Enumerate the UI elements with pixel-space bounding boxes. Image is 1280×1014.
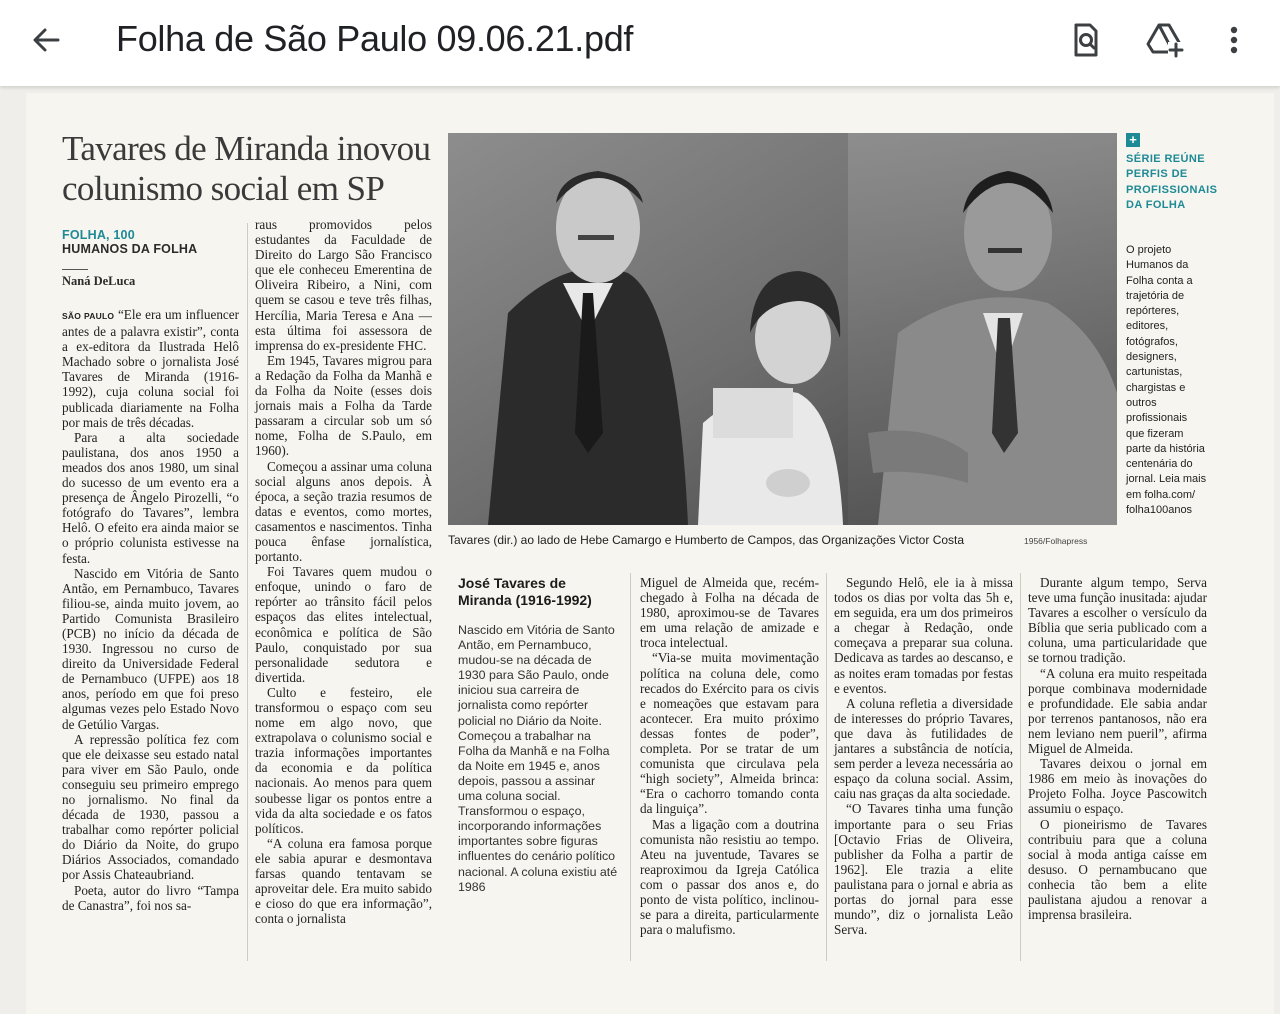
article-column-6 — [1028, 575, 1207, 922]
back-button[interactable] — [26, 20, 66, 60]
paragraph: “A coluna era famosa porque ele sabia apurar e desmontava farsas quando tentavam se aproveitar dele. Era muito sabido e cioso do que era informação”, conta o jornalista — [255, 835, 432, 927]
column-rule — [1020, 573, 1021, 961]
paragraph: Mas a ligação com a doutrina comunista não resistiu ao tempo. Ateu na juventude, Tavares se reaproximou da Igreja Católica com o passar dos anos e, do ponto de vista político, inclinou-se para a direita, particularmente para o malufismo. — [640, 816, 819, 938]
photo-credit: 1956/Folhapress — [1024, 536, 1088, 546]
photo-image — [448, 133, 1117, 525]
paragraph: “Via-se muita movimentação política na coluna dele, como recados do Exército para os civis e nomeações que estavam para acontecer. Era muito próximo dessas fontes de poder”, completa. Por se tratar de um comunista que circulava pela “high society”, Almeida brinca: “Era o cachorro tomando conta da linguiça”. — [640, 650, 819, 817]
dateline: SÃO PAULO — [62, 311, 115, 321]
find-in-document-button[interactable] — [1064, 18, 1108, 62]
paragraph: Segundo Helô, ele ia à missa todos os dias por volta das 5h e, em seguida, era um dos primeiros a chegar à Redação, onde começava a preparar sua coluna. Dedicava as tardes ao descanso, e as noites eram tomadas por festas e eventos. — [834, 575, 1013, 696]
add-to-drive-button[interactable] — [1142, 18, 1186, 62]
series-name: HUMANOS DA FOLHA — [62, 242, 198, 256]
paragraph: Culto e festeiro, ele transformou o espaço com seu nome em algo novo, que extrapolava o colunismo social e trazia informações importantes da economia e da política nacionais. Ao menos para quem soubesse ligar os pontos entre a vida da alta sociedade e os fatos políticos. — [255, 684, 432, 836]
paragraph: “O Tavares tinha uma função importante para o seu Frias [Octavio Frias de Oliveira, publisher da Folha a partir de 1962]. Ele trazia a elite paulistana para o jornal e abria as portas do jornal para esse mundo”, diz o jornalista Leão Serva. — [834, 801, 1013, 938]
paragraph: O pioneirismo de Tavares contribuiu para que a coluna social à moda antiga caísse em desuso. O pernambucano que conhecia tão bem a elite paulistana ajudou a renovar a imprensa brasileira. — [1028, 816, 1207, 923]
pdf-viewer[interactable] — [0, 86, 1280, 1014]
plus-icon: + — [1126, 133, 1140, 147]
paragraph: “Ele era um influencer antes de a palavra existir”, conta a ex-editora da Ilustrada Helô Machado sobre o jornalista José Tavares de Miranda (1916-1992), cuja coluna social foi publicada diariamente na Folha por mais de três décadas. — [62, 307, 240, 430]
article-headline: Tavares de Miranda inovou colunismo social em SP — [62, 129, 431, 208]
add-to-drive-icon — [1142, 18, 1186, 62]
article-column-1 — [62, 307, 239, 913]
article-column-4 — [640, 575, 819, 937]
profile-box-body: Nascido em Vitória de Santo Antão, em Pernambuco, mudou-se na década de 1930 para São Paulo, onde iniciou sua carreira de jornalista como repórter policial no Diário da Noite. Começou a trabalhar na Folha da Manhã e na Folha da Noite em 1945 e, anos depois, passou a assinar uma coluna social. Transformou o espaço, incorporando informações importantes sobre figuras influentes do cenário político nacional. A coluna existiu até 1986 — [458, 623, 618, 894]
series-kicker: FOLHA, 100 — [62, 228, 135, 242]
paragraph: Em 1945, Tavares migrou para a Redação da Folha da Manhã e da Folha da Noite (esses dois jornais mais a Folha da Tarde passaram a circular sob um só nome, Folha de S.Paulo, em 1960). — [255, 352, 432, 459]
sidebar-title: SÉRIE REÚNE PERFIS DE PROFISSIONAIS DA FOLHA — [1126, 153, 1218, 211]
profile-box-title: José Tavares de Miranda (1916-1992) — [458, 575, 592, 608]
photo-caption: Tavares (dir.) ao lado de Hebe Camargo e Humberto de Campos, das Organizações Victor Costa — [448, 533, 965, 547]
byline-rule — [62, 269, 88, 270]
paragraph: Para a alta sociedade paulistana, dos anos 1950 a meados dos anos 1980, um sinal do sucesso de um evento era a presença de Ângelo Pirozelli, “o fotógrafo do Tavares”, lembra Helô. O efeito era ainda maior se o próprio colunista estivesse na festa. — [62, 429, 239, 566]
column-rule — [826, 573, 827, 961]
sidebar-body: O projeto Humanos da Folha conta a trajetória de repórteres, editores, fotógrafos, designers, cartunistas, chargistas e outros profissionais que fizeram parte da história centenária do jornal. Leia mais em folha.com/ folha100anos — [1126, 244, 1207, 517]
pdf-page — [26, 93, 1274, 1014]
arrow-back-icon — [26, 20, 66, 60]
paragraph: Tavares deixou o jornal em 1986 em meio às inovações do Projeto Folha. Joyce Pascowitch assumiu o espaço. — [1028, 756, 1207, 817]
article-photo — [448, 133, 1117, 525]
paragraph: Poeta, autor do livro “Tampa de Canastra”, foi nos sa- — [62, 882, 239, 913]
more-vert-icon — [1212, 18, 1256, 62]
paragraph: Durante algum tempo, Serva teve uma função inusitada: ajudar Tavares a escolher o versículo da Bíblia que seria publicado com a coluna, uma particularidade que se tornou tradição. — [1028, 575, 1207, 666]
paragraph: Nascido em Vitória de Santo Antão, em Pernambuco, Tavares filiou-se, ainda muito jovem, ao Partido Comunista Brasileiro (PCB) no início da década de 1930. Ingressou no curso de direito da Universidade Federal de Pernambuco (UFPE) aos 18 anos, período em que foi preso algumas vezes pelo Estado Novo de Getúlio Vargas. — [62, 565, 239, 732]
paragraph: “A coluna era muito respeitada porque combinava modernidade e profundidade. Ele sabia andar por terrenos pantanosos, não era nem leviano nem pueril”, afirma Miguel de Almeida. — [1028, 665, 1207, 757]
paragraph: Começou a assinar uma coluna social alguns anos depois. À época, a seção trazia resumos de datas e eventos, como mortes, casamentos e nascimentos. Tinha pouca ênfase jornalística, portanto. — [255, 458, 432, 565]
document-title: Folha de São Paulo 09.06.21.pdf — [116, 18, 634, 59]
app-bar — [0, 0, 1280, 86]
byline: Naná DeLuca — [62, 274, 136, 288]
column-rule — [630, 573, 631, 961]
paragraph: A coluna refletia a diversidade de interesses do próprio Tavares, que dava às futilidades de jantares a substância de notícia, sem perder a leveza necessária ao espaço da coluna social. Assim, caiu nas graças da alta sociedade. — [834, 695, 1013, 802]
more-options-button[interactable] — [1212, 18, 1256, 62]
search-document-icon — [1064, 18, 1108, 62]
article-column-5 — [834, 575, 1013, 937]
paragraph: Miguel de Almeida que, recém-chegado à Folha na década de 1980, aproximou-se de Tavares em uma relação de amizade e troca intelectual. — [640, 575, 819, 651]
article-column-2 — [255, 217, 432, 926]
column-rule — [247, 223, 248, 961]
paragraph: A repressão política fez com que ele deixasse seu estado natal para viver em São Paulo, onde conseguiu seu primeiro emprego no jornalismo. No final da década de 1930, passou a trabalhar como repórter policial do Diário da Noite, do grupo Diários Associados, comandado por Assis Chateaubriand. — [62, 731, 239, 883]
paragraph: raus promovidos pelos estudantes da Faculdade de Direito do Largo São Francisco que ele conheceu Emerentina de Oliveira Ribeiro, a Nini, com quem se casou e teve três filhas, Hercília, Maria Teresa e Ana —esta última foi assessora de imprensa do ex-presidente FHC. — [255, 217, 432, 353]
paragraph: Foi Tavares quem mudou o enfoque, unindo o faro de repórter ao trânsito fácil pelos espaços das elites intelectual, econômica e política de São Paulo, conquistado por sua personalidade sedutora e divertida. — [255, 564, 432, 685]
